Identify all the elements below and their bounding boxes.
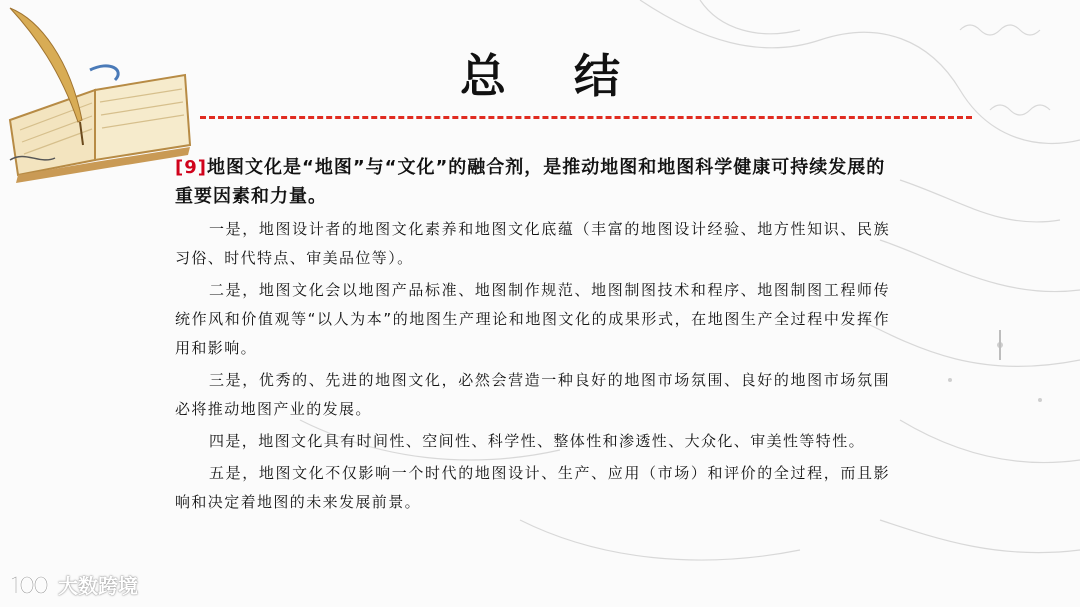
point-2: 二是，地图文化会以地图产品标准、地图制作规范、地图制图技术和程序、地图制图工程师传统作风和价值观等“以人为本”的地图生产理论和地图文化的成果形式，在地图生产全过程中发挥作用和影响。	[175, 281, 890, 357]
title-divider	[200, 116, 972, 119]
point-4: 四是，地图文化具有时间性、空间性、科学性、整体性和渗透性、大众化、审美性等特性。	[209, 432, 866, 450]
point-1: 一是，地图设计者的地图文化素养和地图文化底蕴（丰富的地图设计经验、地方性知识、民族习俗、时代特点、审美品位等）。	[175, 220, 890, 267]
watermark-logo-icon	[8, 573, 52, 597]
slide-title: 总 结	[459, 49, 646, 103]
lead-text: 地图文化是“地图”与“文化”的融合剂，是推动地图和地图科学健康可持续发展的重要因素和力量。	[175, 157, 886, 207]
reference-mark: [9]	[175, 157, 207, 178]
slide-body	[175, 153, 890, 520]
lead-paragraph	[175, 153, 890, 211]
point-5: 五是，地图文化不仅影响一个时代的地图设计、生产、应用（市场）和评价的全过程，而且影响和决定着地图的未来发展前景。	[175, 464, 890, 511]
watermark-text: 大数跨境	[58, 574, 138, 598]
watermark	[8, 570, 138, 599]
point-3: 三是，优秀的、先进的地图文化，必然会营造一种良好的地图市场氛围、良好的地图市场氛围必将推动地图产业的发展。	[175, 371, 890, 418]
